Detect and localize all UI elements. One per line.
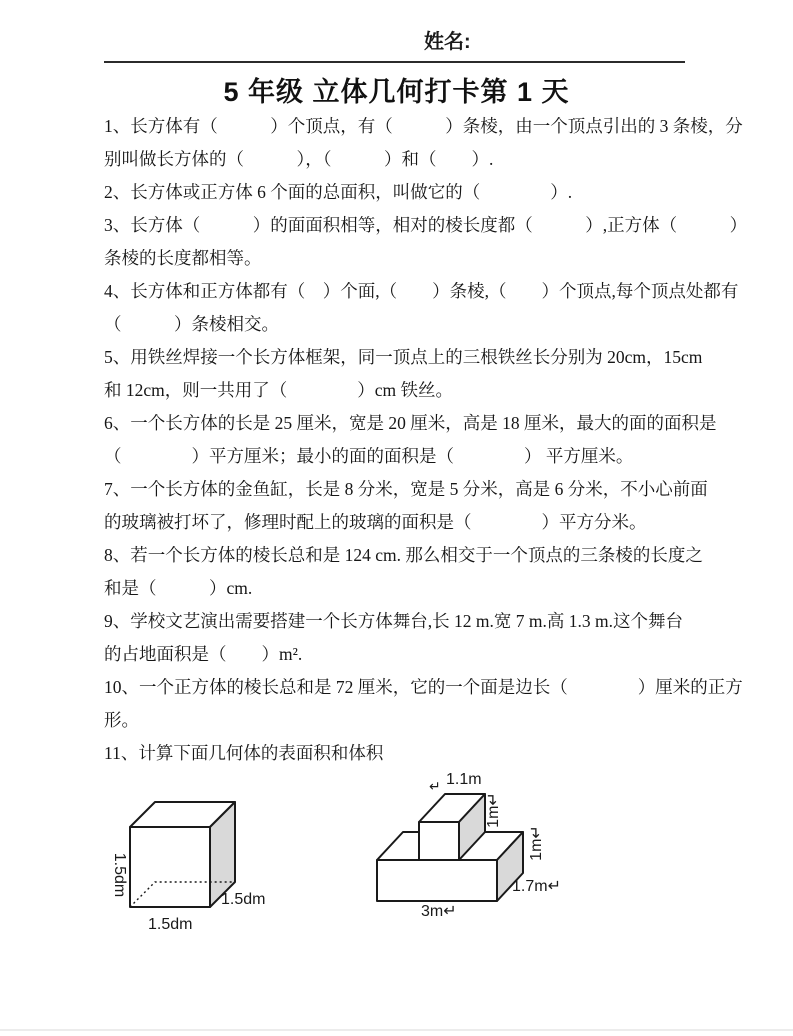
return-mark-icon: ↵ xyxy=(429,778,441,794)
question-5-line-1: 5、用铁丝焊接一个长方体框架，同一顶点上的三根铁丝长分别为 20cm，15cm xyxy=(104,347,703,367)
page-bottom-edge xyxy=(0,1029,793,1031)
question-8-line-2: 和是（ ）cm. xyxy=(104,578,253,598)
question-2-line-1: 2、长方体或正方体 6 个面的总面积，叫做它的（ ）. xyxy=(104,182,573,202)
question-5-line-2: 和 12cm，则一共用了（ ）cm 铁丝。 xyxy=(104,380,454,400)
top-height-label: 1m↵ xyxy=(485,792,502,828)
question-4-line-2: （ ）条棱相交。 xyxy=(104,314,279,334)
question-1-line-1: 1、长方体有（ ）个顶点，有（ ）条棱，由一个顶点引出的 3 条棱，分 xyxy=(104,116,743,136)
cube-left-label: 1.5dm xyxy=(111,852,128,898)
base-width-label: 3m↵ xyxy=(421,903,457,920)
question-8-line-1: 8、若一个长方体的棱长总和是 124 cm. 那么相交于一个顶点的三条棱的长度之 xyxy=(104,545,703,565)
header-rule xyxy=(104,61,685,63)
base-height-label: 1m↵ xyxy=(528,825,545,861)
question-6-line-1: 6、一个长方体的长是 25 厘米，宽是 20 厘米，高是 18 厘米，最大的面的面积是 xyxy=(104,413,717,433)
composite-figure xyxy=(350,755,610,940)
question-10-line-2: 形。 xyxy=(104,710,139,730)
top-box-front-face xyxy=(419,822,459,860)
cube-figure xyxy=(100,788,300,943)
question-10-line-1: 10、一个正方体的棱长总和是 72 厘米，它的一个面是边长（ ）厘米的正方 xyxy=(104,677,743,697)
question-7-line-2: 的玻璃被打坏了，修理时配上的玻璃的面积是（ ）平方分米。 xyxy=(104,512,647,532)
question-3-line-1: 3、长方体（ ）的面面积相等，相对的棱长度都（ ）,正方体（ ） xyxy=(104,215,748,235)
question-6-line-2: （ ）平方厘米；最小的面的面积是（ ） 平方厘米。 xyxy=(104,446,634,466)
top-width-label: 1.1m xyxy=(446,771,482,788)
questions-block xyxy=(104,110,748,770)
question-9-line-2: 的占地面积是（ ）m². xyxy=(104,644,303,664)
name-label: 姓名: xyxy=(424,31,471,53)
question-3-line-2: 条棱的长度都相等。 xyxy=(104,248,262,268)
base-front-face xyxy=(377,860,497,901)
page-title: 5 年级 立体几何打卡第 1 天 xyxy=(223,77,570,107)
cube-bottom-label: 1.5dm xyxy=(148,916,193,933)
cube-depth-label: 1.5dm xyxy=(221,891,266,908)
question-7-line-1: 7、一个长方体的金鱼缸，长是 8 分米，宽是 5 分米，高是 6 分米，不小心前面 xyxy=(104,479,708,499)
question-9-line-1: 9、学校文艺演出需要搭建一个长方体舞台,长 12 m.宽 7 m.高 1.3 m.这个舞台 xyxy=(104,611,683,631)
question-11-line-1: 11、计算下面几何体的表面积和体积 xyxy=(104,743,384,763)
question-1-line-2: 别叫做长方体的（ ），（ ）和（ ）. xyxy=(104,149,494,169)
question-4-line-1: 4、长方体和正方体都有（ ）个面,（ ）条棱,（ ）个顶点,每个顶点处都有 xyxy=(104,281,739,301)
base-depth-label: 1.7m↵ xyxy=(512,878,561,895)
